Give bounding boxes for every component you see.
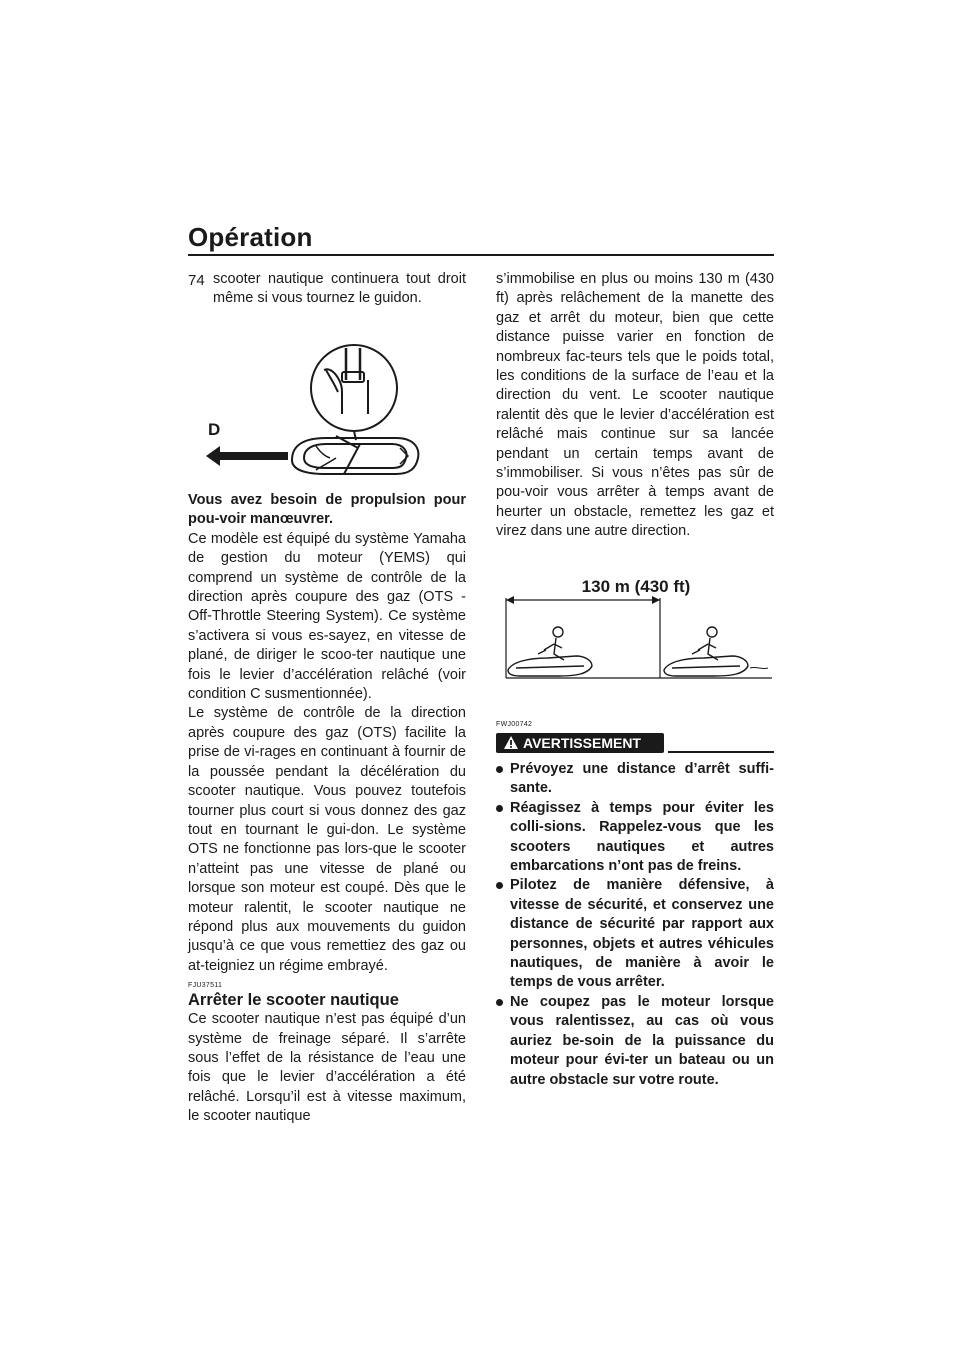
paragraph-distance: s’immobilise en plus ou moins 130 m (430 ft) après relâchement de la manette des gaz et arrêt du moteur, bien que cette distance puisse varier en fonction de nombreux fac-teurs tels que le poids total, les conditions de la surface de l’eau et la direction du vent. Le scooter nautique ralentit dès que le levier d’accélération est relâché mais continue sur sa lancée pendant un certain temps avant de s’immobiliser. Si vous n’êtes pas sûr de pou-voir vous arrêter à temps avant de heurter un obstacle, remettez les gaz et virez dans une autre direction. [496,271,774,540]
handlebar-steering-figure [196,340,436,480]
warning-item [496,993,774,1090]
warning-item-text: Pilotez de manière défensive, à vitesse de sécurité, et conservez une distance de sécurité par rapport aux personnes, objets et autres véhicules nautiques, de manière à avoir le temps de vous arrêter. [510,877,774,991]
bullet-icon [496,805,503,812]
warning-code: FWJ00742 [496,721,533,728]
warning-triangle-icon [503,735,519,751]
bullet-icon [496,999,503,1006]
bullet-icon [496,766,503,773]
warning-item [496,876,774,992]
bullet-icon [496,882,503,889]
paragraph-yems: Ce modèle est équipé du système Yamaha de gestion du moteur (YEMS) qui comprend un système de contrôle de la direction après coupure des gaz (OTS - Off-Throttle Steering System). Ce système s’activera si vous es-sayez, en vitesse de plané, de diriger le scoo-ter nautique une fois le levier d’accélération relâché (voir condition C susmentionnée). [188,530,466,703]
distance-label: 130 m (430 ft) [581,577,691,596]
section-code: FJU37511 [188,982,223,990]
warning-item [496,760,774,799]
warning-item-text: Réagissez à temps pour éviter les colli-sions. Rappelez-vous que les scooters nautiques et autres embarcations n’ont pas de freins. [510,799,774,875]
right-column-top [496,270,774,542]
continuation-text: scooter nautique continuera tout droit même si vous tournez le guidon. [213,271,466,307]
warning-header [496,733,774,755]
title-rule [188,254,774,256]
warning-item-text: Ne coupez pas le moteur lorsque vous ralentissez, au cas où vous auriez be-soin de la puissance du moteur pour évi-ter un bateau ou un autre obstacle sur votre route. [510,993,774,1088]
warning-list-container [496,760,774,1090]
warning-item-text: Prévoyez une distance d’arrêt suffi-sante. [510,761,774,797]
left-column-top [188,270,466,309]
left-column-body [188,491,466,1127]
subheading: Vous avez besoin de propulsion pour pou-voir manœuvrer. [188,492,466,528]
direction-label: D [208,420,221,439]
warning-list [496,760,774,1090]
warning-badge [496,733,664,753]
paragraph-stopping: Ce scooter nautique n’est pas équipé d’un système de freinage séparé. Il s’arrête sous l’effet de la résistance de l’eau une fois que le levier d’accélération a été relâché. Lorsqu’il est à vitesse maximum, le scooter nautique [188,1011,466,1125]
paragraph-ots: Le système de contrôle de la direction après coupure des gaz (OTS) facilite la prise de vi-rages en continuant à fournir de la poussée pendant la décélération du scooter nautique. Vous pouvez toutefois tourner plus court si vous donnez des gaz tout en tournant le gui-don. Le système OTS ne fonctionne pas lors-que le scooter n’atteint pas une vitesse de plané ou lorsque son moteur est coupé. Dès que le moteur ralentit, le scooter nautique ne répond plus aux mouvements du guidon jusqu’à ce que vous remettiez des gaz ou at-teigniez un régime embrayé. [188,705,466,974]
stopping-distance-figure [498,570,774,695]
warning-rule [668,751,774,753]
page-number: 74 [188,272,205,289]
warning-block [496,721,774,729]
warning-label: AVERTISSEMENT [523,735,641,751]
section-heading: Arrêter le scooter nautique [188,991,399,1010]
page-title: Opération [188,222,313,252]
warning-item [496,799,774,877]
